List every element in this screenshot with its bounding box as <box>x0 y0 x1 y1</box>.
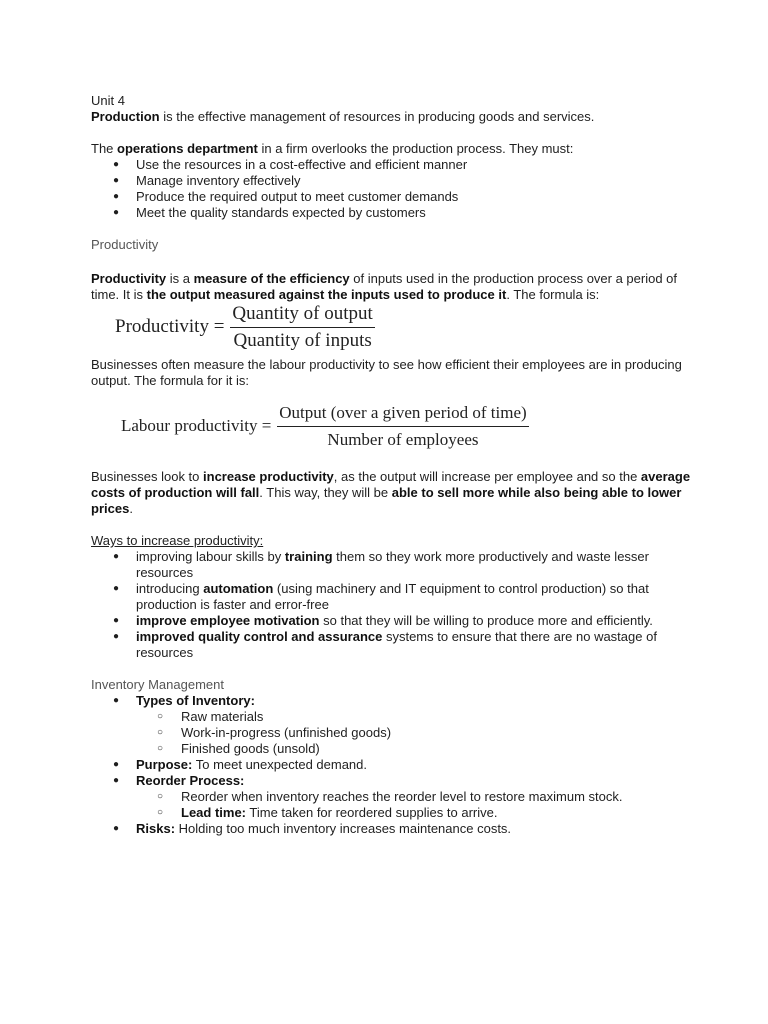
list-item: ● Manage inventory effectively <box>91 173 691 189</box>
list-item: ○ Lead time: Time taken for reordered supplies to arrive. <box>91 805 691 821</box>
list-item: ● Reorder Process: ○ Reorder when inventory reaches the reorder level to restore maximum stock. ○ Lead time: Time taken for reordered supplies to arrive. <box>91 773 691 821</box>
unit-title: Unit 4 <box>91 93 125 108</box>
list-item: ● improved quality control and assurance systems to ensure that there are no wastage of resources <box>91 629 691 661</box>
productivity-definition: Productivity is a measure of the efficiency of inputs used in the production process over a period of time. It is the output measured against the inputs used to produce it. The formula is: <box>91 271 678 302</box>
formula-fraction <box>230 303 374 352</box>
list-item: ● introducing automation (using machinery and IT equipment to control production) so that production is faster and error-free <box>91 581 691 613</box>
list-item: ○ Finished goods (unsold) <box>91 741 691 757</box>
labour-productivity-text: Businesses often measure the labour productivity to see how efficient their employees are in producing output. The formula for it is: <box>91 357 682 388</box>
list-item: ○ Work-in-progress (unfinished goods) <box>91 725 691 741</box>
productivity-heading: Productivity <box>91 237 159 252</box>
ways-heading: Ways to increase productivity: <box>91 533 264 548</box>
list-item: ● Types of Inventory: ○ Raw materials ○ Work-in-progress (unfinished goods) ○ Finished goods (unsold) <box>91 693 691 757</box>
productivity-formula <box>115 303 691 351</box>
formula-numerator: Output (over a given period of time) <box>277 402 528 427</box>
list-item: ● Risks: Holding too much inventory increases maintenance costs. <box>91 821 691 837</box>
formula-fraction <box>277 402 528 451</box>
formula-lhs: Productivity = <box>115 316 225 337</box>
list-item: ● Purpose: To meet unexpected demand. <box>91 757 691 773</box>
list-item: ○ Reorder when inventory reaches the reorder level to restore maximum stock. <box>91 789 691 805</box>
increase-productivity-text: Businesses look to increase productivity, as the output will increase per employee and so the average costs of production will fall. This way, they will be able to sell more while also being able to lower prices. <box>91 469 691 516</box>
list-item: ● improving labour skills by training them so they work more productively and waste lesser resources <box>91 549 691 581</box>
formula-numerator: Quantity of output <box>230 303 374 328</box>
formula-denominator: Quantity of inputs <box>233 329 372 351</box>
list-item: ● Meet the quality standards expected by customers <box>91 205 691 221</box>
ways-list <box>91 549 691 661</box>
operations-list <box>91 157 691 221</box>
inventory-types-list <box>91 709 691 757</box>
production-term: Production <box>91 109 160 124</box>
labour-productivity-formula <box>121 401 691 451</box>
list-item: ● Produce the required output to meet customer demands <box>91 189 691 205</box>
list-item: ● improve employee motivation so that they will be willing to produce more and efficiently. <box>91 613 691 629</box>
operations-intro: The operations department in a firm overlooks the production process. They must: <box>91 141 574 156</box>
reorder-list <box>91 789 691 821</box>
list-item: ● Use the resources in a cost-effective and efficient manner <box>91 157 691 173</box>
inventory-list <box>91 693 691 837</box>
inventory-heading: Inventory Management <box>91 677 224 692</box>
list-item: ○ Raw materials <box>91 709 691 725</box>
production-definition: Production is the effective management of resources in producing goods and services. <box>91 109 595 124</box>
formula-denominator: Number of employees <box>327 429 479 449</box>
document-page <box>91 93 691 837</box>
formula-lhs: Labour productivity = <box>121 416 272 435</box>
